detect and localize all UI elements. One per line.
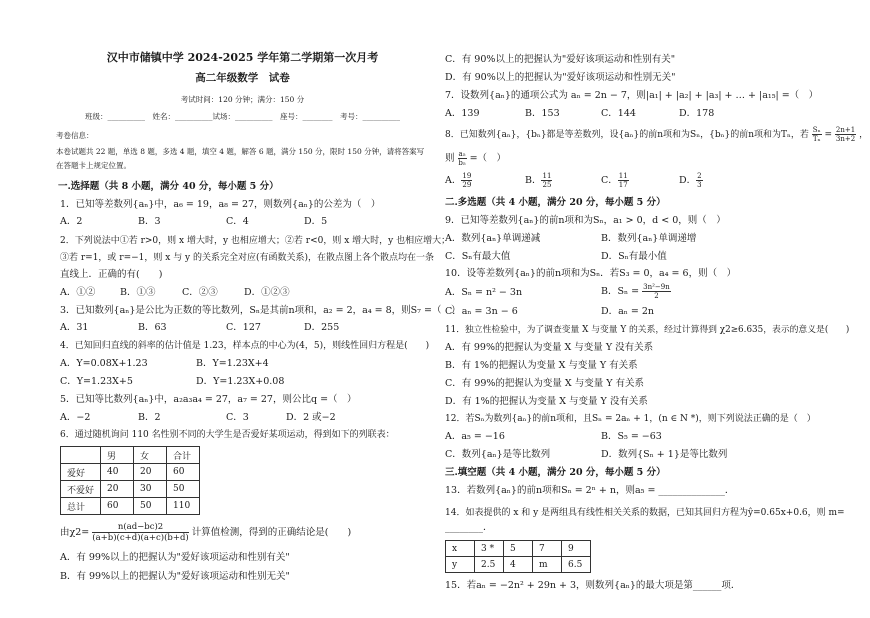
q1-option-a: A．2 — [60, 216, 83, 227]
xy-data-table — [445, 540, 591, 573]
chi-suffix: 计算值检测，得到的正确结论是( ) — [191, 527, 352, 538]
chi-square-formula-line — [60, 522, 351, 543]
table-cell: 60 — [101, 498, 134, 515]
option-fraction — [696, 172, 702, 189]
table-cell: 总计 — [61, 498, 101, 515]
q4-option-a: A．Y=0.08X+1.23 — [60, 358, 148, 369]
option-fraction — [541, 172, 552, 189]
q6-option-a: A．有 99%以上的把握认为"爱好该项运动和性别有关" — [60, 552, 290, 563]
q11-option-d: D．有 1%的把握认为变量 X 与变量 Y 没有关系 — [445, 396, 648, 407]
q6-option-d: D．有 90%以上的把握认为"爱好该项运动和性别无关" — [445, 72, 676, 83]
option-fraction — [618, 172, 629, 189]
question-8-line-2 — [445, 150, 506, 167]
frac-num: a₅ — [458, 150, 466, 158]
q8-option-b — [525, 172, 552, 189]
q5-option-c: C．3 — [226, 412, 249, 423]
q6-option-b: B．有 99%以上的把握认为"爱好该项运动和性别无关" — [60, 571, 290, 582]
option-fraction — [461, 172, 472, 189]
q8-option-c — [601, 172, 629, 189]
frac-num: 19 — [462, 172, 472, 180]
q2-option-a: A．①② — [60, 287, 96, 298]
q8-equals-blank: =（ ） — [469, 153, 507, 164]
table-cell: 3 * — [475, 541, 504, 557]
question-11: 11．独立性检验中，为了调查变量 X 与变量 Y 的关系，经过计算得到 χ2≥6.635，表示的意义是( ) — [445, 325, 850, 335]
table-cell: m — [533, 557, 562, 573]
q4-option-b: B．Y=1.23X+4 — [196, 358, 269, 369]
q5-option-b: B．2 — [138, 412, 161, 423]
table-cell: 2.5 — [475, 557, 504, 573]
table-cell: 男 — [101, 447, 134, 464]
table-row — [446, 541, 591, 557]
table-row — [61, 498, 200, 515]
table-cell: 50 — [134, 498, 167, 515]
frac-den: 29 — [462, 181, 472, 189]
question-12: 12．若Sₙ为数列{aₙ}的前n项和，且Sₙ = 2aₙ + 1，(n ∈ N *)，则下列说法正确的是（ ） — [445, 414, 816, 424]
q1-option-d: D．5 — [304, 216, 328, 227]
table-cell: 20 — [101, 481, 134, 498]
q3-option-b: B．63 — [138, 322, 167, 333]
q1-option-c: C．4 — [226, 216, 249, 227]
section-2-heading: 二.多选题（共 4 小题，满分 20 分，每小题 5 分） — [445, 197, 666, 208]
question-14-line-2: ________． — [445, 522, 493, 533]
table-cell: 爱好 — [61, 464, 101, 481]
table-row — [61, 464, 200, 481]
frac-num: Sₙ — [812, 126, 821, 134]
question-6: 6．通过随机询问 110 名性别不同的大学生是否爱好某项运动，得到如下的列联表： — [60, 430, 395, 440]
frac-den: 2 — [654, 292, 659, 300]
q10-option-c: C．aₙ = 3n − 6 — [445, 306, 518, 317]
exam-subtitle: 高二年级数学 试卷 — [195, 72, 290, 84]
option-text: B．Sₙ = — [601, 286, 640, 297]
chi-fraction — [92, 522, 188, 543]
q11-option-c: C．有 99%的把握认为变量 X 与变量 Y 有关系 — [445, 378, 645, 389]
option-letter: C． — [601, 175, 618, 186]
table-cell: 6.5 — [562, 557, 591, 573]
frac-num: 2n+1 — [835, 126, 856, 134]
q7-option-d: D．178 — [679, 108, 715, 119]
section-3-heading: 三.填空题（共 4 小题，满分 20 分，每小题 5 分） — [445, 467, 666, 478]
option-letter: A． — [445, 175, 462, 186]
q12-option-a: A．a₅ = −16 — [445, 431, 505, 442]
q4-option-d: D．Y=1.23X+0.08 — [196, 376, 285, 387]
q8-fraction-st — [812, 126, 822, 143]
chi-prefix: 由χ2= — [60, 527, 90, 538]
frac-den: 25 — [542, 181, 552, 189]
question-14-line-1: 14．如表提供的 x 和 y 是两组具有线性相关关系的数据，已知其回归方程为ŷ=0.65x+0.6，则 m= — [445, 508, 845, 518]
table-cell: 4 — [504, 557, 533, 573]
table-cell: 50 — [167, 481, 200, 498]
option-letter: B． — [525, 175, 542, 186]
q7-option-c: C．144 — [601, 108, 636, 119]
q10-option-a: A．Sₙ = n² − 3n — [445, 287, 523, 298]
question-2-line-2: ③若 r=1，或 r=−1，则 x 与 y 的关系完全对应(有函数关系)，在散点图上各个散点均在一条 — [60, 253, 435, 263]
option-letter: D． — [679, 175, 697, 186]
q9-option-d: D．Sₙ有最小值 — [601, 251, 667, 262]
chi-numerator: n(ad−bc)2 — [92, 522, 188, 533]
q12-option-c: C．数列{aₙ}是等比数列 — [445, 449, 551, 460]
frac-den: b₅ — [458, 159, 466, 167]
q3-option-c: C．127 — [226, 322, 261, 333]
table-cell: 7 — [533, 541, 562, 557]
q9-option-a: A．数列{aₙ}单调递减 — [445, 233, 541, 244]
q8-fraction-ratio — [835, 126, 856, 143]
table-cell: 9 — [562, 541, 591, 557]
option-fraction — [642, 283, 671, 300]
frac-den: 3 — [697, 181, 702, 189]
q6-option-c: C．有 90%以上的把握认为"爱好该项运动和性别有关" — [445, 54, 676, 65]
q10-option-d: D．aₙ = 2n — [601, 306, 655, 317]
frac-den: 3n+2 — [835, 135, 856, 143]
frac-den: 17 — [618, 181, 628, 189]
q8-comma: ， — [859, 130, 869, 140]
q12-option-d: D．数列{Sₙ + 1}是等比数列 — [601, 449, 728, 460]
notice-line-2: 在答题卡上规定位置。 — [56, 161, 131, 170]
q2-option-d: D．①②③ — [244, 287, 290, 298]
question-2-line-3: 直线上．正确的有( ) — [60, 269, 163, 280]
table-row — [446, 557, 591, 573]
question-10: 10．设等差数列{aₙ}的前n项和为Sₙ．若S₃ = 0，a₄ = 6，则（ ） — [445, 268, 737, 279]
table-cell: 30 — [134, 481, 167, 498]
q2-option-c: C．②③ — [182, 287, 218, 298]
frac-num: 11 — [542, 172, 552, 180]
table-cell: y — [446, 557, 475, 573]
table-cell: 女 — [134, 447, 167, 464]
q2-option-b: B．①③ — [120, 287, 156, 298]
q8-option-a — [445, 172, 472, 189]
table-cell: 40 — [101, 464, 134, 481]
q5-option-d: D．2 或−2 — [286, 412, 336, 423]
q8-fraction-ab — [458, 150, 467, 167]
q3-option-a: A．31 — [60, 322, 89, 333]
table-cell: 5 — [504, 541, 533, 557]
q11-option-a: A．有 99%的把握认为变量 X 与变量 Y 没有关系 — [445, 342, 654, 353]
table-cell: x — [446, 541, 475, 557]
q9-option-b: B．数列{aₙ}单调递增 — [601, 233, 697, 244]
q5-option-a: A．−2 — [60, 412, 91, 423]
section-1-heading: 一.选择题（共 8 小题，满分 40 分，每小题 5 分） — [58, 181, 279, 192]
question-8-line-1 — [445, 126, 868, 143]
q10-option-b — [601, 283, 671, 300]
contingency-table — [60, 446, 200, 515]
q8-equals: = — [824, 130, 833, 140]
question-4: 4．已知回归直线的斜率的估计值是 1.23，样本点的中心为(4，5)，则线性回归方程是( ) — [60, 341, 430, 351]
table-cell: 合计 — [167, 447, 200, 464]
q12-option-b: B．S₅ = −63 — [601, 431, 662, 442]
exam-title: 汉中市储镇中学 2024-2025 学年第二学期第一次月考 — [106, 51, 379, 64]
table-row — [61, 481, 200, 498]
question-2-line-1: 2．下列说法中①若 r>0，则 x 增大时，y 也相应增大；②若 r<0，则 x 增大时，y 也相应增大； — [60, 236, 451, 246]
question-13: 13．若数列{aₙ}的前n项和Sₙ = 2ⁿ + n，则a₅ = ______________． — [445, 485, 735, 496]
frac-num: 11 — [618, 172, 628, 180]
q8-option-d — [679, 172, 703, 189]
q8-text: 8．已知数列{aₙ}，{bₙ}都是等差数列，设{aₙ}的前n项和为Sₙ，{bₙ}的前n项和为Tₙ，若 — [445, 130, 809, 140]
q7-option-b: B．153 — [525, 108, 560, 119]
q1-option-b: B．3 — [138, 216, 161, 227]
question-1: 1．已知等差数列{aₙ}中，a₆ = 19，a₈ = 27，则数列{aₙ}的公差为（ ） — [60, 199, 381, 210]
question-7: 7．设数列{aₙ}的通项公式为 aₙ = 2n − 7，则|a₁| + |a₂| + |a₃| + … + |a₁₅| =（ ） — [445, 90, 819, 101]
q9-option-c: C．Sₙ有最大值 — [445, 251, 511, 262]
table-cell: 20 — [134, 464, 167, 481]
chi-denominator: (a+b)(c+d)(a+c)(b+d) — [92, 533, 189, 543]
table-cell — [61, 447, 101, 464]
frac-num: 3n²−9n — [643, 283, 670, 291]
table-cell: 不爱好 — [61, 481, 101, 498]
frac-den: Tₙ — [812, 135, 821, 143]
q4-option-c: C．Y=1.23X+5 — [60, 376, 133, 387]
q3-option-d: D．255 — [304, 322, 340, 333]
q11-option-b: B．有 1%的把握认为变量 X 与变量 Y 有关系 — [445, 360, 638, 371]
q8-then: 则 — [445, 153, 455, 164]
frac-num: 2 — [697, 172, 702, 180]
table-cell: 110 — [167, 498, 200, 515]
notice-title: 考卷信息： — [56, 131, 94, 140]
notice-line-1: 本卷试题共 22 题，单选 8 题，多选 4 题，填空 4 题，解答 6 题，满分 150 分，限时 150 分钟，请将答案写 — [56, 147, 425, 156]
question-3: 3．已知数列{aₙ}是公比为正数的等比数列，Sₙ是其前n项和，a₂ = 2，a₄ = 8，则S₇ =（ ） — [60, 305, 461, 316]
exam-time: 考试时间：120 分钟；满分：150 分 — [180, 95, 305, 104]
table-row — [61, 447, 200, 464]
question-5: 5．已知等比数列{aₙ}中，a₂a₃a₄ = 27，a₇ = 27，则公比q =（ ） — [60, 394, 357, 405]
student-fields: 班级：__________ 姓名：__________试场：__________ 座号：________ 考号：__________ — [85, 112, 400, 121]
table-cell: 60 — [167, 464, 200, 481]
q7-option-a: A．139 — [445, 108, 480, 119]
question-9: 9．已知等差数列{aₙ}的前n项和为Sₙ，a₁ > 0，d < 0，则（ ） — [445, 215, 726, 226]
question-15: 15．若aₙ = −2n² + 29n + 3，则数列{aₙ}的最大项是第______项． — [445, 580, 741, 591]
